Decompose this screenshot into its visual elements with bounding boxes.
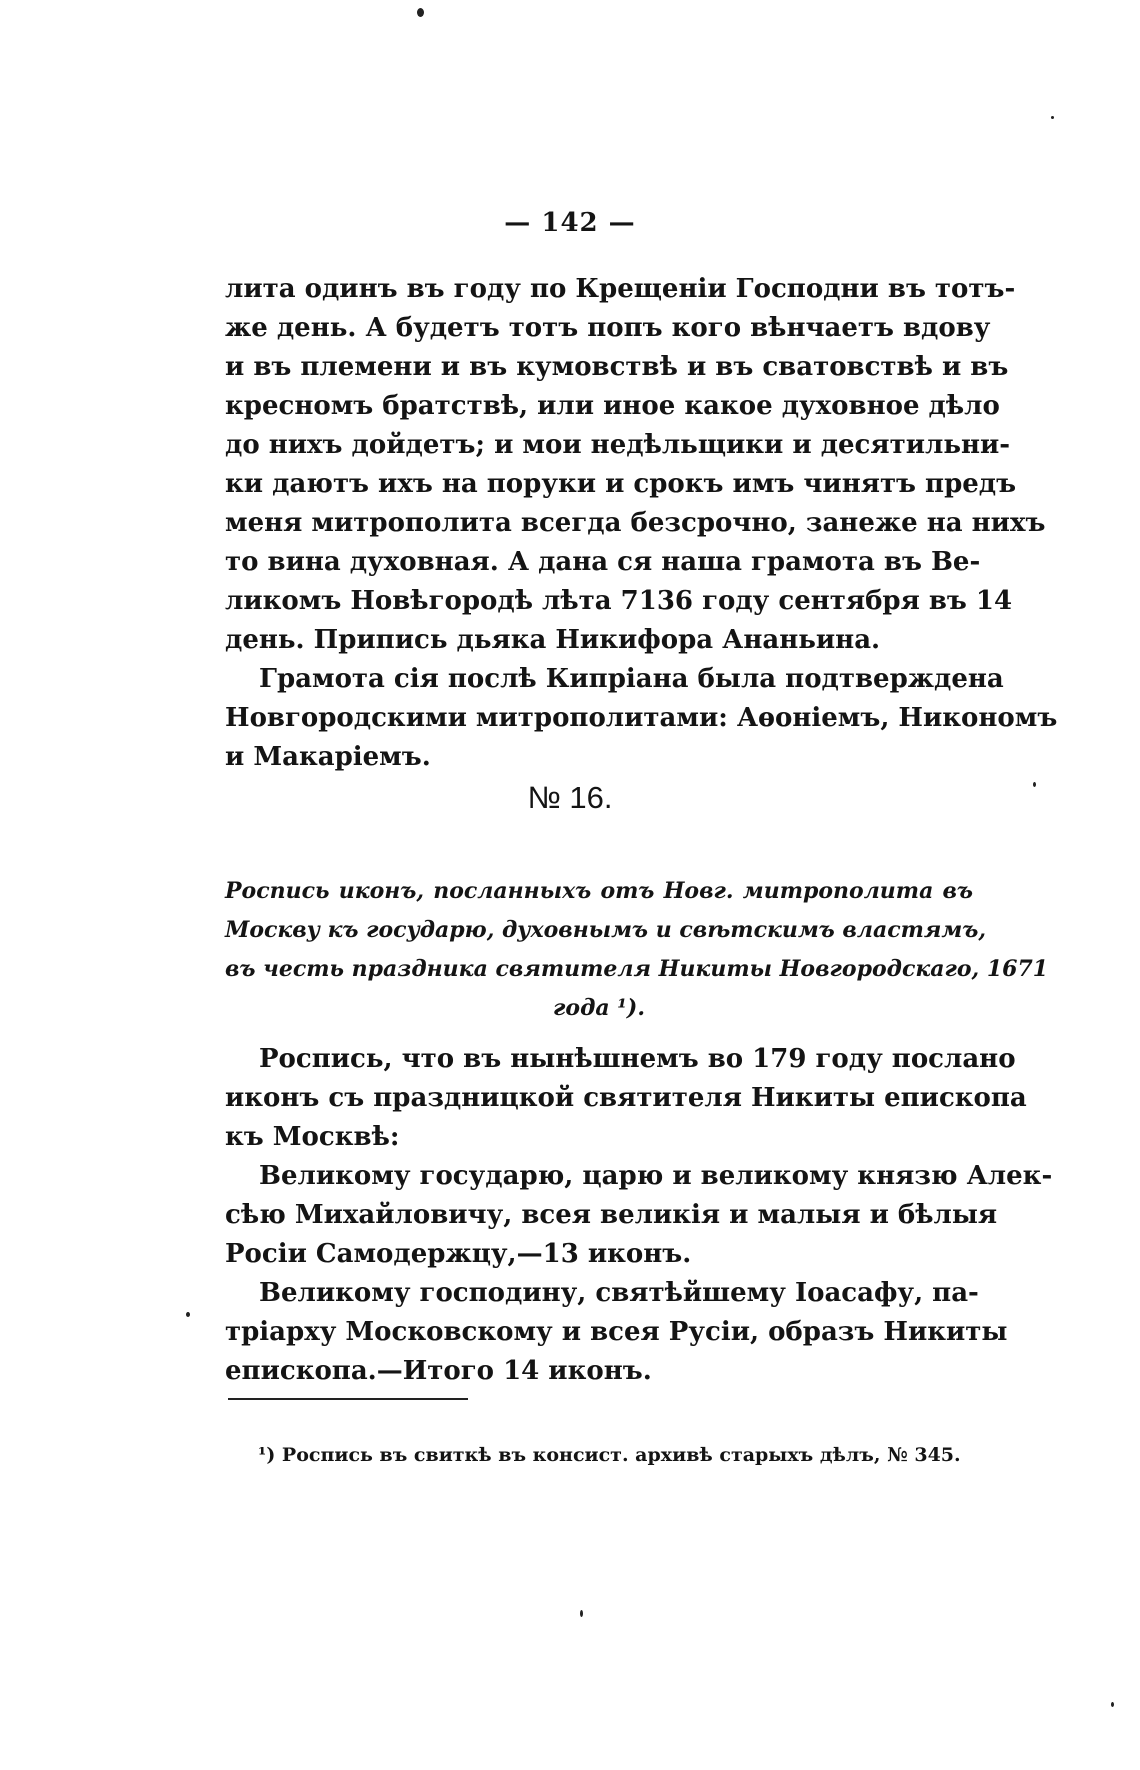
heading-line: Москву къ государю, духовнымъ и свѣтскимъ властямъ, [225,917,986,943]
text-line: Росіи Самодержцу,—13 иконъ. [225,1239,692,1269]
paragraph-continuation [225,270,1046,660]
footnote: ¹) Роспись въ свиткѣ въ консист. архивѣ старыхъ дѣлъ, № 345. [258,1444,961,1466]
paragraph-inventory-intro [225,1040,1027,1157]
footnote-divider [228,1398,468,1400]
text-line: меня митрополита всегда безсрочно, занеже на нихъ [225,508,1046,538]
text-line: кресномъ братствѣ, или иное какое духовное дѣло [225,391,1000,421]
paragraph-tsar [225,1157,1053,1274]
text-line: Новгородскими митрополитами: Аѳоніемъ, Никономъ [225,703,1058,733]
paragraph-confirmation [225,660,1058,777]
scan-speck [580,1610,583,1617]
scan-speck [1051,116,1054,119]
scan-speck [186,1312,190,1317]
text-line: сѣю Михайловичу, всея великія и малыя и бѣлыя [225,1200,998,1230]
document-number: № 16. [527,780,613,815]
heading-line: въ честь праздника святителя Никиты Новгородскаго, 1671 [225,956,1049,982]
text-line: тріарху Московскому и всея Русіи, образъ Никиты [225,1317,1008,1347]
text-line: до нихъ дойдетъ; и мои недѣльщики и десятильни- [225,430,1011,460]
text-line: ки даютъ ихъ на поруки и срокъ имъ чинятъ предъ [225,469,1017,499]
text-line: Роспись, что въ нынѣшнемъ во 179 году послано [259,1044,1016,1074]
text-line: ликомъ Новѣгородѣ лѣта 7136 году сентября въ 14 [225,586,1013,616]
text-line: къ Москвѣ: [225,1122,400,1152]
text-line: Великому государю, царю и великому князю Алек- [259,1161,1053,1191]
text-line: то вина духовная. А дана ся наша грамота въ Ве- [225,547,981,577]
heading-line: Роспись иконъ, посланныхъ отъ Новг. митрополита въ [225,878,973,904]
paragraph-patriarch [225,1274,1008,1391]
text-line: Грамота сія послѣ Кипріана была подтверждена [259,664,1004,694]
document-heading [225,872,1049,1028]
text-line: Великому господину, святѣйшему Іоасафу, па- [259,1278,979,1308]
text-line: лита одинъ въ году по Крещеніи Господни въ тотъ- [225,274,1016,304]
heading-line: года ¹). [553,995,645,1021]
text-line: день. Припись дьяка Никифора Ананьина. [225,625,881,655]
text-line: епископа.—Итого 14 иконъ. [225,1356,652,1386]
text-line: же день. А будетъ тотъ попъ кого вѣнчаетъ вдову [225,313,991,343]
text-line: иконъ съ праздницкой святителя Никиты епископа [225,1083,1027,1113]
text-line: и Макаріемъ. [225,742,431,772]
text-line: и въ племени и въ кумовствѣ и въ сватовствѣ и въ [225,352,1009,382]
scan-speck [417,8,424,17]
page-number: — 142 — [504,208,636,238]
scan-speck [1111,1702,1114,1707]
